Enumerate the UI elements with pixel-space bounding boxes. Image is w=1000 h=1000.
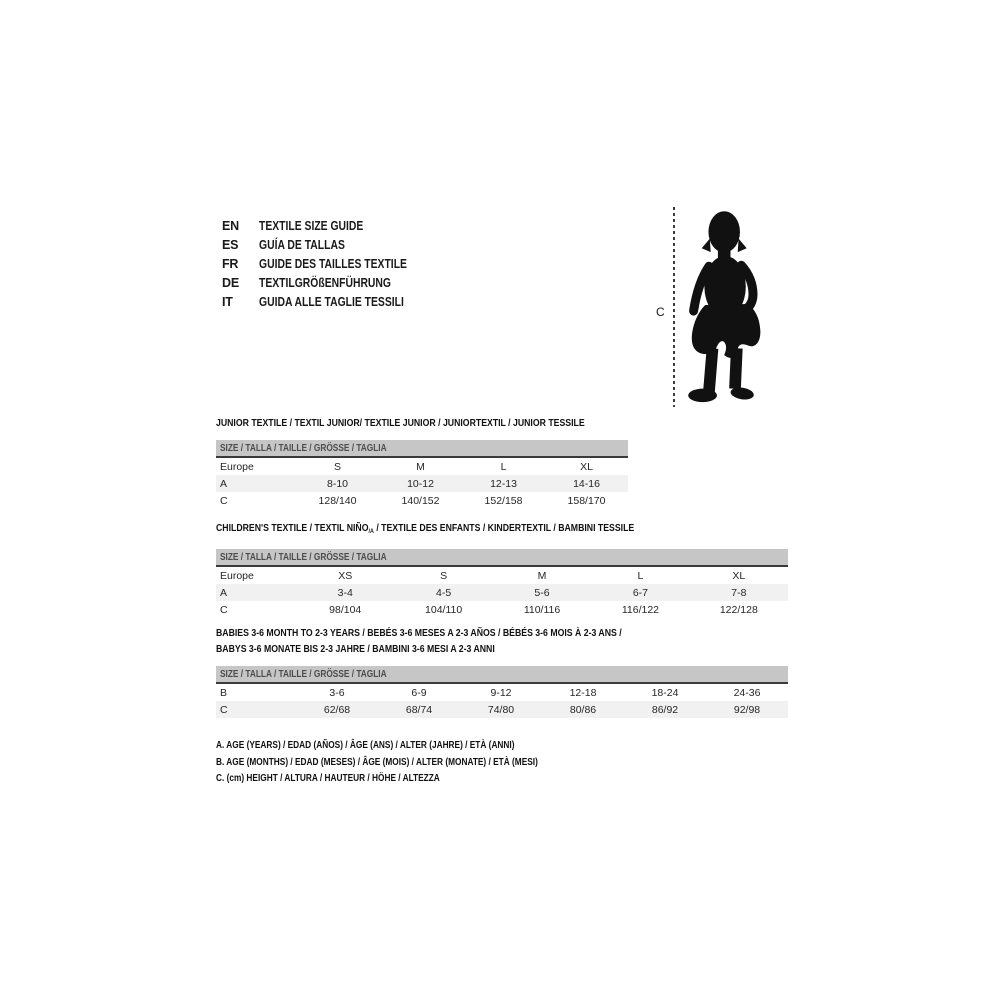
legend-text: A. AGE (YEARS) / EDAD (AÑOS) / ÂGE (ANS) / ALTER (JAHRE) / ETÀ (ANNI) bbox=[216, 740, 515, 751]
row-value: 3-4 bbox=[337, 586, 353, 599]
table-row bbox=[216, 601, 788, 618]
title-segment: BABYS 3-6 MONATE BIS 2-3 JAHRE / BAMBINI 3-6 MESI A 2-3 ANNI bbox=[216, 643, 495, 655]
size-header-label: SIZE / TALLA / TAILLE / GRÖSSE / TAGLIA bbox=[220, 442, 387, 454]
table-title bbox=[216, 415, 628, 431]
language-row bbox=[222, 254, 437, 273]
language-label: GUÍA DE TALLAS bbox=[259, 237, 345, 252]
language-label: TEXTILGRÖßENFÜHRUNG bbox=[259, 275, 391, 290]
childrens-textile-table bbox=[216, 520, 788, 618]
row-label: Europe bbox=[220, 460, 254, 473]
row-label: C bbox=[220, 603, 228, 616]
row-value: 10-12 bbox=[407, 477, 434, 490]
junior-textile-table bbox=[216, 415, 628, 509]
table-title-line bbox=[216, 641, 788, 657]
table-title-text bbox=[216, 415, 585, 431]
row-value: 9-12 bbox=[490, 686, 512, 699]
language-row bbox=[222, 273, 437, 292]
legend-line bbox=[216, 755, 604, 772]
row-value: 6-9 bbox=[411, 686, 427, 699]
height-measure-line bbox=[673, 207, 675, 407]
legend-line bbox=[216, 771, 604, 788]
table-rows bbox=[216, 684, 788, 718]
table-row bbox=[216, 684, 788, 701]
row-value: XL bbox=[732, 569, 746, 582]
row-value: 74/80 bbox=[487, 703, 515, 716]
row-value: 140/152 bbox=[401, 494, 440, 507]
table-row bbox=[216, 475, 628, 492]
table-title-line bbox=[216, 520, 788, 540]
row-value: M bbox=[537, 569, 547, 582]
title-segment: CHILDREN'S TEXTILE / TEXTIL NIÑO bbox=[216, 522, 369, 534]
row-value: S bbox=[440, 569, 448, 582]
size-header-bar bbox=[216, 440, 628, 458]
table-row bbox=[216, 567, 788, 584]
row-value: 6-7 bbox=[632, 586, 649, 599]
title-segment: BABIES 3-6 MONTH TO 2-3 YEARS / BEBÉS 3-6 MESES A 2-3 AÑOS / BÉBÉS 3-6 MOIS À 2-3 ANS / bbox=[216, 627, 622, 639]
row-label: A bbox=[220, 586, 228, 599]
language-row bbox=[222, 235, 437, 254]
language-code: ES bbox=[222, 237, 239, 252]
row-value: L bbox=[637, 569, 644, 582]
row-value: 12-18 bbox=[569, 686, 597, 699]
legend-text: B. AGE (MONTHS) / EDAD (MESES) / ÂGE (MOIS) / ALTER (MONATE) / ETÀ (MESI) bbox=[216, 756, 538, 768]
table-title-line bbox=[216, 415, 628, 431]
height-label: C bbox=[656, 305, 665, 319]
language-label: TEXTILE SIZE GUIDE bbox=[259, 218, 364, 233]
row-value: 18-24 bbox=[651, 686, 679, 699]
language-row bbox=[222, 292, 437, 311]
language-code: IT bbox=[222, 294, 233, 309]
title-segment: /A bbox=[368, 528, 374, 535]
title-segment: JUNIOR TEXTILE / TEXTIL JUNIOR/ TEXTILE JUNIOR / JUNIORTEXTIL / JUNIOR TESSILE bbox=[216, 417, 585, 429]
language-code: EN bbox=[222, 218, 239, 233]
baby-figure bbox=[648, 200, 778, 412]
row-value: XS bbox=[338, 569, 353, 582]
title-segment: / TEXTILE DES ENFANTS / KINDERTEXTIL / BAMBINI TESSILE bbox=[373, 522, 635, 534]
row-value: 3-6 bbox=[329, 686, 345, 699]
row-label: B bbox=[220, 686, 228, 699]
legend-line bbox=[216, 738, 604, 755]
size-header-bar bbox=[216, 666, 788, 684]
language-list bbox=[222, 216, 437, 311]
row-value: 98/104 bbox=[329, 603, 362, 616]
legend-text: C. (cm) HEIGHT / ALTURA / HAUTEUR / HÖHE / ALTEZZA bbox=[216, 773, 440, 784]
size-header-label: SIZE / TALLA / TAILLE / GRÖSSE / TAGLIA bbox=[220, 551, 387, 563]
row-value: XL bbox=[580, 460, 593, 473]
row-label: C bbox=[220, 703, 228, 716]
row-value: 62/68 bbox=[323, 703, 351, 716]
table-title-text bbox=[216, 625, 622, 641]
row-label: Europe bbox=[220, 569, 254, 582]
row-value: 92/98 bbox=[733, 703, 761, 716]
row-value: 24-36 bbox=[733, 686, 761, 699]
table-rows bbox=[216, 567, 788, 618]
table-row bbox=[216, 701, 788, 718]
babies-textile-table bbox=[216, 625, 788, 718]
row-value: 8-10 bbox=[326, 477, 348, 490]
row-value: 7-8 bbox=[731, 586, 747, 599]
table-row bbox=[216, 492, 628, 509]
language-code: FR bbox=[222, 256, 239, 271]
language-row bbox=[222, 216, 437, 235]
table-row bbox=[216, 584, 788, 601]
row-value: S bbox=[333, 460, 341, 473]
table-row bbox=[216, 458, 628, 475]
table-title bbox=[216, 625, 788, 657]
size-header-bar bbox=[216, 549, 788, 567]
table-title-text bbox=[216, 520, 634, 540]
table-title bbox=[216, 520, 788, 540]
row-value: 12-13 bbox=[490, 477, 517, 490]
row-label: A bbox=[220, 477, 228, 490]
language-label: GUIDA ALLE TAGLIE TESSILI bbox=[259, 294, 404, 309]
row-value: L bbox=[500, 460, 507, 473]
size-header-label: SIZE / TALLA / TAILLE / GRÖSSE / TAGLIA bbox=[220, 668, 387, 680]
row-value: 158/170 bbox=[567, 494, 606, 507]
baby-silhouette-icon bbox=[681, 204, 771, 406]
row-label: C bbox=[220, 494, 228, 507]
legend bbox=[216, 738, 604, 788]
row-value: 14-16 bbox=[573, 477, 600, 490]
table-title-line bbox=[216, 625, 788, 641]
row-value: 104/110 bbox=[425, 603, 463, 616]
row-value: 128/140 bbox=[318, 494, 357, 507]
row-value: 152/158 bbox=[484, 494, 523, 507]
row-value: M bbox=[416, 460, 425, 473]
row-value: 110/116 bbox=[523, 603, 561, 616]
table-rows bbox=[216, 458, 628, 509]
language-label: GUIDE DES TAILLES TEXTILE bbox=[259, 256, 407, 271]
language-code: DE bbox=[222, 275, 239, 290]
row-value: 80/86 bbox=[569, 703, 597, 716]
row-value: 5-6 bbox=[534, 586, 550, 599]
table-title-text bbox=[216, 641, 495, 657]
row-value: 86/92 bbox=[651, 703, 679, 716]
row-value: 116/122 bbox=[621, 603, 660, 616]
row-value: 4-5 bbox=[436, 586, 452, 599]
row-value: 122/128 bbox=[719, 603, 758, 616]
row-value: 68/74 bbox=[405, 703, 433, 716]
